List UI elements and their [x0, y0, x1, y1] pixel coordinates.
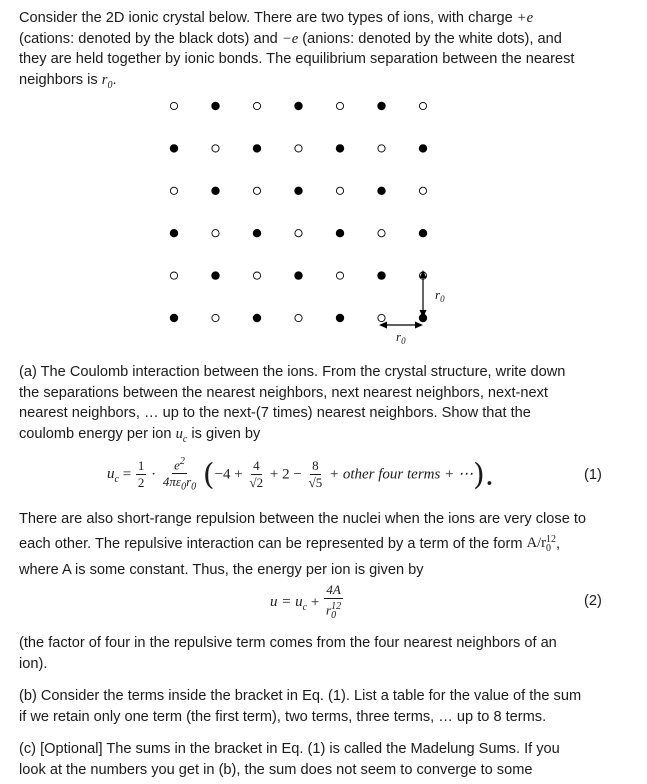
repulsion-form: $A/r_0^{12}$ [526, 533, 557, 555]
uc-symbol: $u_c$ [175, 425, 188, 445]
eq2-lhs: $u = u_c$ [270, 594, 308, 614]
eq1-half-fraction: $\frac{1}{2}$ [137, 458, 145, 491]
intro-line1: Consider the 2D ionic crystal below. There are two types of ions, with charge [19, 10, 517, 26]
note-line2: ion). [19, 655, 48, 672]
anion-site [378, 145, 385, 152]
cation-site [377, 271, 385, 279]
anion-site [295, 230, 302, 237]
anion-site [170, 102, 177, 109]
cation-site [170, 229, 178, 237]
repulsion-line3: where A is some constant. Thus, the energy per ion is given by [19, 561, 424, 578]
cation-site [211, 102, 219, 110]
part-a-line2: the separations between the nearest neighbors, next nearest neighbors, next-next [19, 384, 548, 401]
eq1-lhs: $u_c$ [107, 466, 119, 486]
r0-symbol: $r_0$ [101, 71, 113, 91]
anion-site [170, 272, 177, 279]
eq2-repulsion-fraction: $\frac{4A}{r_0^{12}}$ [326, 582, 342, 621]
anion-site [295, 145, 302, 152]
eq1-term1: −4 + [214, 466, 243, 483]
anion-site [336, 187, 343, 194]
cation-site [336, 314, 344, 322]
intro-line4b: . [112, 71, 117, 88]
repulsion-line1: There are also short-range repulsion between the nuclei when the ions are very close to [19, 511, 587, 527]
r0-horizontal-label: $r_0$ [396, 329, 406, 346]
part-a-line3: nearest neighbors, … up to the next-(7 times) nearest neighbors. Show that the [19, 405, 531, 421]
eq1-coulomb-fraction: $\frac{e^2}{4\pi\varepsilon_0r_0}$ [162, 456, 197, 493]
part-c-paragraph [19, 739, 631, 780]
eq1-tail: + other four terms + ⋯ [328, 466, 473, 483]
note-line1: (the factor of four in the repulsive term comes from the four nearest neighbors of an [19, 635, 557, 651]
cation-site [419, 144, 427, 152]
cation-site [294, 271, 302, 279]
r0-vertical-arrow [420, 270, 427, 318]
repulsion-line2a: each other. The repulsive interaction can be represented by a term of the form [19, 535, 527, 552]
charge-plus-e: +e [516, 10, 534, 26]
anion-site [419, 187, 426, 194]
part-a-line1: (a) The Coulomb interaction between the ions. From the crystal structure, write down [19, 364, 566, 380]
part-a-line4b: is given by [187, 425, 261, 442]
cation-site [419, 229, 427, 237]
part-a-paragraph [19, 362, 631, 450]
part-c-line1: (c) [Optional] The sums in the bracket in Eq. (1) is called the Madelung Sums. If you [19, 741, 560, 757]
cation-site [253, 314, 261, 322]
anion-site [378, 314, 385, 321]
intro-line2a: (cations: denoted by the black dots) and [19, 30, 282, 47]
cation-site [170, 144, 178, 152]
anion-site [253, 102, 260, 109]
intro-line2b: (anions: denoted by the white dots), and [298, 30, 562, 47]
eq2-plus: + [310, 594, 320, 611]
eq1-open-paren: ( [202, 457, 215, 493]
repulsion-line2b: , [556, 535, 561, 552]
eq1-term2-fraction: $\frac{4}{√2}$ [249, 458, 264, 491]
anion-site [378, 230, 385, 237]
cation-site [336, 144, 344, 152]
intro-line3: they are held together by ionic bonds. The equilibrium separation between the nearest [19, 51, 575, 67]
part-a-line4a: coulomb energy per ion [19, 425, 176, 442]
part-b-line2: if we retain only one term (the first term), two terms, three terms, … up to 8 terms. [19, 708, 547, 725]
anion-site [295, 314, 302, 321]
equation-1-number: (1) [584, 467, 602, 483]
eq1-close-paren: ). [472, 457, 495, 493]
anion-site [212, 314, 219, 321]
equation-2-number: (2) [584, 593, 602, 609]
eq1-equals: = [122, 466, 132, 483]
cation-site [294, 102, 302, 110]
intro-line4a: neighbors is [19, 71, 102, 88]
cation-site [294, 187, 302, 195]
cation-site [211, 187, 219, 195]
cation-site [253, 229, 261, 237]
r0-horizontal-arrow [379, 322, 423, 329]
r0-vertical-label: $r_0$ [435, 287, 445, 304]
equation-2 [270, 582, 344, 624]
part-c-line2: look at the numbers you get in (b), the sum does not seem to converge to some [19, 761, 533, 778]
repulsion-paragraph [19, 509, 631, 580]
cation-site [170, 314, 178, 322]
part-b-line1: (b) Consider the terms inside the bracket in Eq. (1). List a table for the value of the sum [19, 688, 582, 704]
cation-site [253, 144, 261, 152]
cation-site [377, 187, 385, 195]
cation-site [336, 229, 344, 237]
anion-site [419, 102, 426, 109]
anion-site [212, 145, 219, 152]
anion-site [170, 187, 177, 194]
eq1-term3: + 2 − [269, 466, 302, 483]
cation-site [211, 271, 219, 279]
anion-site [336, 102, 343, 109]
part-b-paragraph [19, 686, 631, 727]
equation-1 [107, 454, 494, 496]
cation-site [377, 102, 385, 110]
anion-site [253, 272, 260, 279]
eq1-dot: · [151, 466, 157, 483]
note-paragraph [19, 633, 631, 674]
lattice-sites [170, 102, 427, 322]
charge-minus-e: −e [281, 30, 299, 47]
eq1-term4-fraction: $\frac{8}{√5}$ [308, 458, 323, 491]
anion-site [212, 230, 219, 237]
anion-site [253, 187, 260, 194]
anion-site [336, 272, 343, 279]
